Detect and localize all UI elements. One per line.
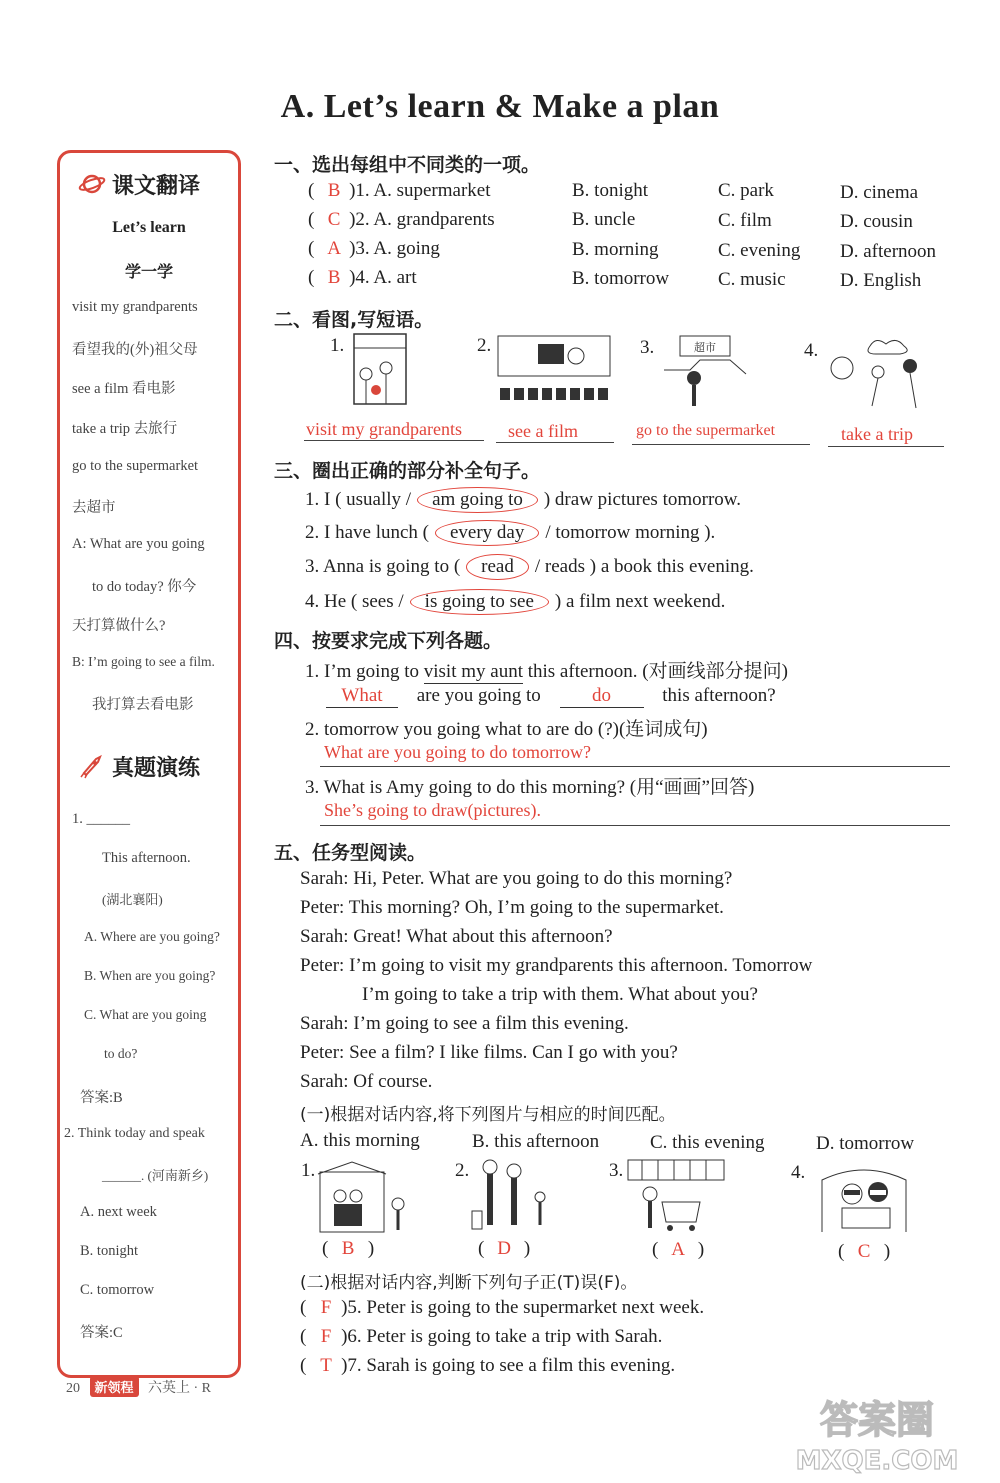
question-4-1: 1. I’m going to visit my aunt this afternoon. (对画线部分提问) (305, 661, 788, 682)
circled-answer: every day (435, 520, 539, 546)
answer: A (327, 238, 341, 259)
option-d: D. afternoon (840, 241, 937, 262)
answer-line (320, 766, 950, 767)
page-footer (66, 1376, 211, 1397)
dialog-line: Sarah: I’m going to see a film this evening. (300, 1013, 629, 1034)
option-c: C. music (718, 269, 786, 290)
phrase-answer: take a trip (841, 424, 913, 444)
part-1-instruction: (一)根据对话内容,将下列图片与相应的时间匹配。 (300, 1105, 676, 1125)
picture-number: 2. (477, 335, 492, 356)
dialog-line: Sarah: Of course. (300, 1071, 433, 1092)
question-1-source: (湖北襄阳) (102, 892, 163, 907)
phrase-answer: go to the supermarket (636, 422, 776, 439)
choice-row: ( B )4. A. art (308, 267, 417, 288)
sidebar-heading-translation: 课文翻译 (78, 169, 228, 200)
true-false-row: ( F )6. Peter is going to take a trip with Sarah. (300, 1326, 663, 1347)
question-4-3-answer: She’s going to draw(pictures). (324, 800, 541, 820)
answer-line (828, 446, 944, 447)
grandparents-picture (344, 328, 414, 416)
circle-row: 1. I ( usually / am going to ) draw pictures tomorrow. (305, 487, 741, 513)
choice-row: ( B )1. A. supermarket (308, 180, 491, 201)
option-c: C. park (718, 180, 774, 201)
sidebar-line: see a film 看电影 (72, 381, 176, 397)
option-b: B. tonight (572, 180, 649, 201)
sidebar-subtitle: Let’s learn (112, 219, 186, 236)
picture-number: 1. (330, 335, 345, 356)
question-2-option: B. tonight (80, 1243, 139, 1259)
picture-answer: ( D ) (478, 1238, 531, 1259)
question-4-1-answer: What are you going to do this afternoon? (326, 685, 776, 708)
dialog-line: Sarah: Hi, Peter. What are you going to do this morning? (300, 868, 733, 889)
page-number: 20 (66, 1381, 80, 1396)
question-1-option: to do? (104, 1046, 138, 1061)
true-false-row: ( T )7. Sarah is going to see a film this evening. (300, 1355, 676, 1376)
true-false-row: ( F )5. Peter is going to the supermarket next week. (300, 1297, 705, 1318)
part-2-instruction: (二)根据对话内容,判断下列句子正(T)误(F)。 (300, 1273, 638, 1293)
answer-blank: do (560, 685, 644, 708)
dialog-line: I’m going to take a trip with them. What about you? (362, 984, 758, 1005)
question-1-text: This afternoon. (102, 850, 191, 866)
dialog-line: Sarah: Great! What about this afternoon? (300, 926, 613, 947)
answer-blank: What (326, 685, 398, 708)
phrase-answer: see a film (508, 421, 578, 441)
time-option: B. this afternoon (472, 1131, 600, 1152)
planet-icon (78, 171, 106, 197)
section-3-heading: 三、圈出正确的部分补全句子。 (274, 460, 541, 482)
sidebar-line: 我打算去看电影 (92, 697, 194, 713)
question-4-2-answer: What are you going to do tomorrow? (324, 742, 591, 762)
cinema-couple-picture (814, 1162, 914, 1234)
svg-text:答案圈: 答案圈 (819, 1398, 935, 1442)
option-b: B. morning (572, 239, 659, 260)
time-option: D. tomorrow (816, 1133, 915, 1154)
question-2-option: A. next week (80, 1204, 157, 1220)
question-1-option: A. Where are you going? (84, 929, 220, 944)
sidebar-subtitle-cn: 学一学 (124, 262, 173, 281)
dialog-line: Peter: This morning? Oh, I’m going to the supermarket. (300, 897, 724, 918)
choice-row: ( A )3. A. going (308, 238, 440, 259)
circle-row: 3. Anna is going to ( read / reads ) a book this evening. (305, 554, 754, 580)
dialog-line: Peter: See a film? I like films. Can I go with you? (300, 1042, 678, 1063)
option-d: D. English (840, 270, 922, 291)
brand-badge: 新领程 (90, 1376, 139, 1397)
answer-line (320, 825, 950, 826)
phrase-answer: visit my grandparents (306, 419, 462, 439)
picture-number: 4. (804, 340, 819, 361)
question-1-option: C. What are you going (84, 1007, 207, 1022)
underlined-phrase: visit my aunt (423, 661, 523, 682)
dialog-line: Peter: I’m going to visit my grandparents this afternoon. Tomorrow (300, 955, 813, 976)
section-5-heading: 五、任务型阅读。 (274, 842, 427, 864)
trip-picture (820, 332, 936, 416)
choice-row: ( C )2. A. grandparents (308, 209, 495, 230)
sidebar (57, 150, 241, 1378)
answer: B (327, 180, 341, 201)
shopping-picture (626, 1158, 726, 1236)
rocket-icon (78, 753, 106, 779)
answer: B (327, 267, 341, 288)
grade-label: 六英上 · R (148, 1381, 212, 1396)
picture-answer: ( C ) (838, 1241, 891, 1262)
sidebar-line: B: I’m going to see a film. (72, 654, 215, 669)
circle-row: 4. He ( sees / is going to see ) a film next weekend. (305, 589, 725, 615)
question-4-3: 3. What is Amy going to do this morning? (用“画画”回答) (305, 777, 755, 798)
question-4-2: 2. tomorrow you going what to are do (?)(连词成句) (305, 719, 708, 740)
family-visit-picture (316, 1160, 412, 1234)
question-1-option: B. When are you going? (84, 968, 216, 983)
page-title: A. Let’s learn & Make a plan (280, 88, 720, 125)
svg-text:MXQE.COM: MXQE.COM (795, 1446, 959, 1476)
sidebar-line: 看望我的(外)祖父母 (72, 342, 198, 358)
picture-answer: ( A ) (652, 1239, 705, 1260)
sidebar-line: take a trip 去旅行 (72, 421, 178, 437)
sidebar-line: go to the supermarket (72, 458, 199, 474)
section-4-heading: 四、按要求完成下列各题。 (274, 630, 503, 652)
sidebar-line: 天打算做什么? (72, 618, 166, 634)
answer-line (304, 440, 484, 441)
option-b: B. uncle (572, 209, 636, 230)
circled-answer: read (466, 554, 529, 580)
question-1-answer: 答案:B (80, 1090, 123, 1106)
section-1-heading: 一、选出每组中不同类的一项。 (274, 154, 541, 176)
option-c: C. film (718, 210, 772, 231)
option-d: D. cinema (840, 182, 919, 203)
question-2-blank: ______. (河南新乡) (102, 1168, 209, 1183)
option-b: B. tomorrow (572, 268, 670, 289)
answer-line (632, 444, 810, 445)
sidebar-line: visit my grandparents (72, 299, 198, 315)
option-d: D. cousin (840, 211, 913, 232)
watermark-logo (782, 1389, 972, 1477)
time-option: C. this evening (650, 1132, 765, 1153)
answer: C (327, 209, 341, 230)
family-trip-picture (470, 1155, 554, 1237)
picture-number: 3. (609, 1160, 624, 1181)
question-2-option: C. tomorrow (80, 1282, 155, 1298)
question-2-answer: 答案:C (80, 1325, 123, 1341)
answer-line (496, 442, 614, 443)
sidebar-line: A: What are you going (72, 536, 205, 552)
picture-number: 3. (640, 337, 655, 358)
circled-answer: am going to (417, 487, 538, 513)
sidebar-line: to do today? 你今 (92, 579, 197, 595)
sidebar-heading-practice: 真题演练 (78, 751, 228, 782)
cinema-picture (494, 332, 614, 414)
circle-row: 2. I have lunch ( every day / tomorrow morning ). (305, 520, 715, 546)
picture-number: 4. (791, 1162, 806, 1183)
question-2: 2. Think today and speak (64, 1126, 205, 1141)
picture-number: 1. (301, 1160, 316, 1181)
time-option: A. this morning (300, 1130, 420, 1151)
section-2-heading: 二、看图,写短语。 (274, 309, 434, 331)
picture-number: 2. (455, 1160, 470, 1181)
option-c: C. evening (718, 240, 801, 261)
sidebar-line: 去超市 (72, 500, 116, 516)
supermarket-picture (660, 330, 750, 416)
circled-answer: is going to see (410, 589, 549, 615)
question-1: 1. ______ (72, 811, 130, 827)
supermarket-sign: 超市 (694, 341, 716, 354)
picture-answer: ( B ) (322, 1238, 375, 1259)
